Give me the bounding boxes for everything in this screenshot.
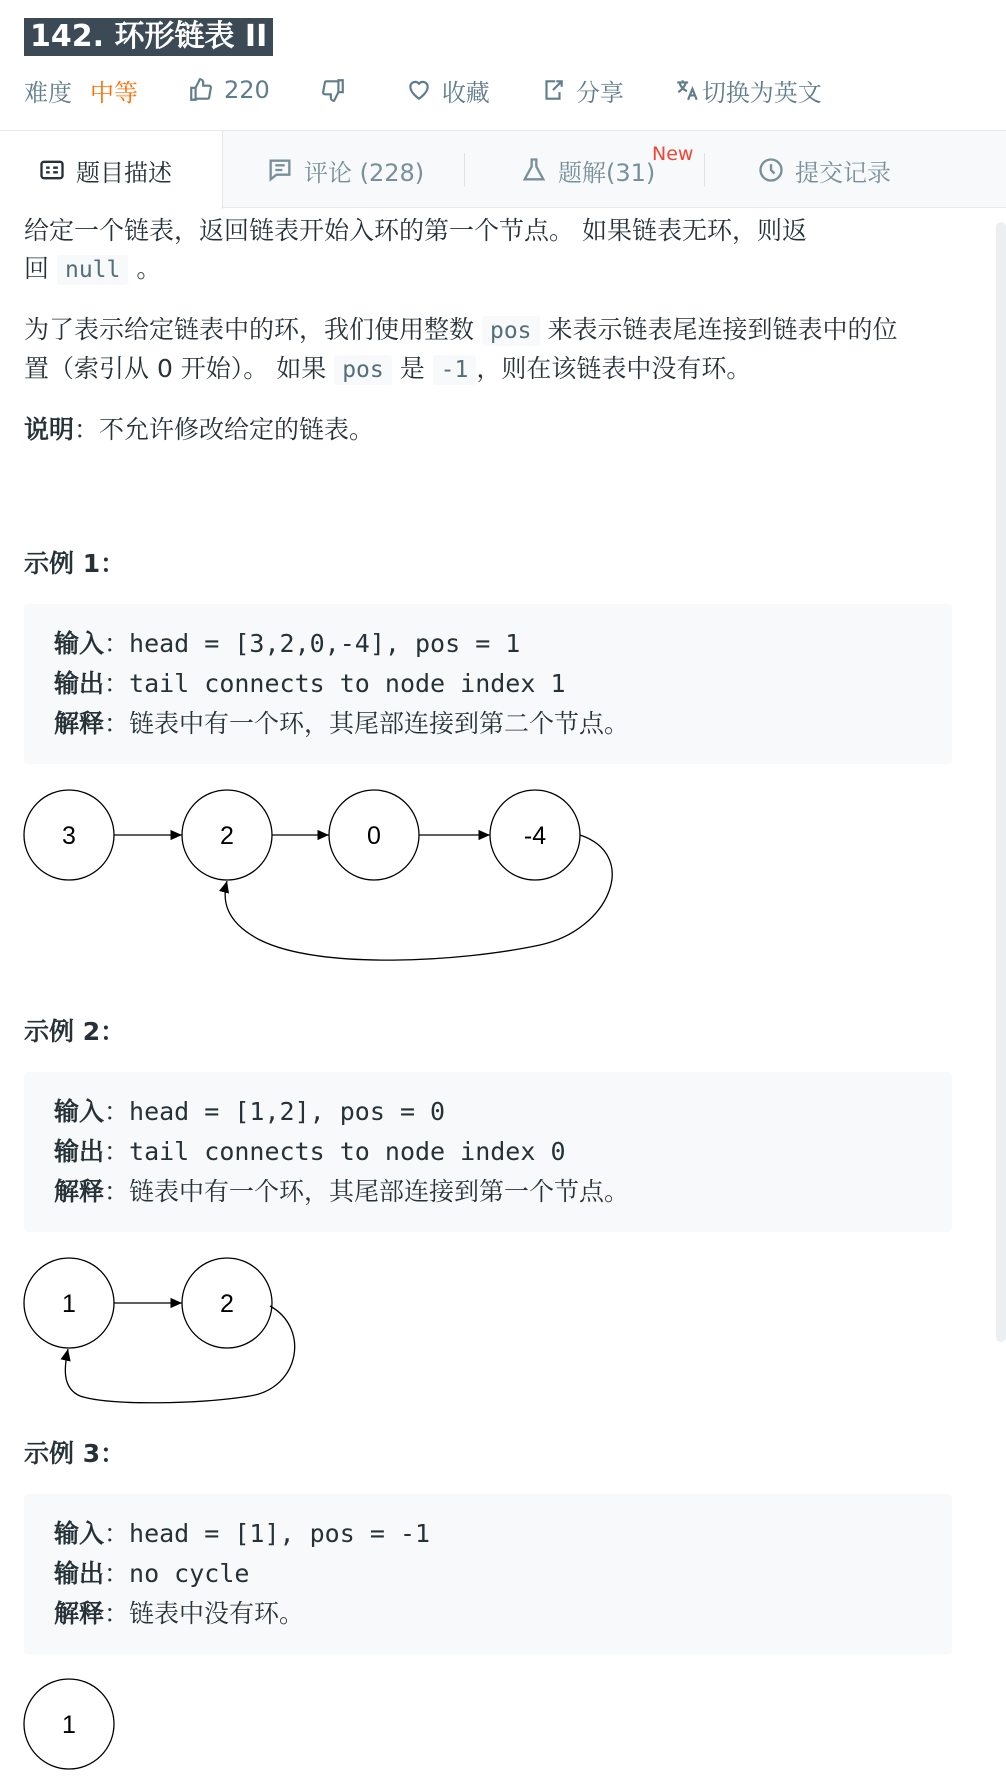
difficulty-value: 中等 [90,78,138,107]
input-label: 输入 [54,1519,105,1548]
output-label: 输出 [54,1137,105,1166]
output-label: 输出 [54,669,105,698]
share-button[interactable] [540,73,624,108]
share-label: 分享 [575,78,624,107]
output-value: ：tail connects to node index 1 [104,669,566,698]
example-2-explain [54,1172,922,1212]
description-text: 。 [136,254,162,283]
tab-submissions[interactable] [757,131,891,209]
node-value: 3 [62,822,76,850]
inline-code-pos: pos [334,355,392,385]
description-paragraph-2 [24,311,954,389]
tab-description[interactable] [0,131,223,209]
inline-code-pos: pos [482,316,540,346]
new-badge: New [652,143,694,165]
node-value: -4 [523,822,547,850]
example-2-block [24,1072,952,1232]
tab-divider [464,153,465,187]
favorite-label: 收藏 [441,78,490,107]
tab-comments-label: 评论 (228) [304,158,425,187]
scrollbar[interactable] [996,222,1006,1342]
problem-header [0,0,1006,130]
tab-comments[interactable] [266,131,424,209]
example-3-explain [54,1594,922,1634]
input-label: 输入 [54,1097,105,1126]
example-3-title: 示例 3： [24,1439,126,1468]
tab-submissions-label: 提交记录 [795,158,891,187]
description-note [24,411,954,449]
node-value: 1 [62,1711,76,1739]
output-label: 输出 [54,1559,105,1588]
clock-icon [757,156,785,184]
dislike-button[interactable] [320,77,356,103]
node-value: 2 [220,822,234,850]
tab-description-label: 题目描述 [76,158,172,187]
input-value: ：head = [1,2], pos = 0 [104,1097,446,1126]
example-1-output [54,664,922,704]
example-2-diagram [0,1248,320,1408]
translate-icon [674,77,700,103]
input-value: ：head = [1], pos = -1 [104,1519,431,1548]
explain-value: ：链表中有一个环，其尾部连接到第一个节点。 [104,1177,630,1206]
share-icon [540,77,566,103]
example-3-block [24,1494,952,1654]
problem-description [24,208,954,449]
explain-value: ：链表中没有环。 [104,1599,305,1628]
tab-solutions[interactable] [520,131,655,209]
description-text: 为了表示给定链表中的环，我们使用整数 [24,315,475,344]
description-text: 给定一个链表，返回链表开始入环的第一个节点。 如果链表无环，则返 [24,216,807,245]
heart-icon [406,77,432,103]
description-icon [38,156,66,184]
switch-language-button[interactable] [674,73,822,108]
thumbs-up-icon [188,77,214,103]
like-count: 220 [224,76,270,104]
explain-label: 解释 [54,1599,105,1628]
inline-code-minus-one: -1 [433,355,477,385]
example-1-diagram [0,780,660,980]
comment-icon [266,156,294,184]
description-text: 是 [399,354,425,383]
example-1-input [54,624,922,664]
example-1-explain [54,704,922,744]
example-1-title: 示例 1： [24,549,126,578]
explain-label: 解释 [54,1177,105,1206]
difficulty [24,73,138,108]
note-label: 说明 [24,415,75,444]
tab-divider [704,153,705,187]
problem-title: 142. 环形链表 II [24,18,273,56]
description-text: 置（索引从 0 开始）。 如果 [24,354,327,383]
node-value: 2 [220,1290,234,1318]
input-value: ：head = [3,2,0,-4], pos = 1 [104,629,521,658]
example-3-output [54,1554,922,1594]
description-text: ，则在该链表中没有环。 [476,354,752,383]
like-button[interactable] [188,76,270,104]
difficulty-label: 难度 [24,78,72,107]
favorite-button[interactable] [406,73,490,108]
tab-solutions-label: 题解(31) [558,158,656,187]
problem-meta [24,72,872,108]
explain-label: 解释 [54,709,105,738]
switch-language-label: 切换为英文 [701,78,822,107]
description-text: 回 [24,254,50,283]
output-value: ：no cycle [104,1559,250,1588]
example-2-title: 示例 2： [24,1017,126,1046]
input-label: 输入 [54,629,105,658]
example-3-input [54,1514,922,1554]
flask-icon [520,156,548,184]
thumbs-down-icon [320,77,346,103]
description-text: 来表示链表尾连接到链表中的位 [547,315,898,344]
inline-code-null: null [57,255,128,285]
example-2-output [54,1132,922,1172]
description-paragraph-1 [24,212,954,289]
output-value: ：tail connects to node index 0 [104,1137,566,1166]
explain-value: ：链表中有一个环，其尾部连接到第二个节点。 [104,709,630,738]
example-2-input [54,1092,922,1132]
tab-bar [0,130,1006,208]
example-1-block [24,604,952,764]
note-text: ：不允许修改给定的链表。 [74,415,375,444]
node-value: 1 [62,1290,76,1318]
node-value: 0 [367,822,381,850]
example-3-diagram [0,1676,140,1776]
